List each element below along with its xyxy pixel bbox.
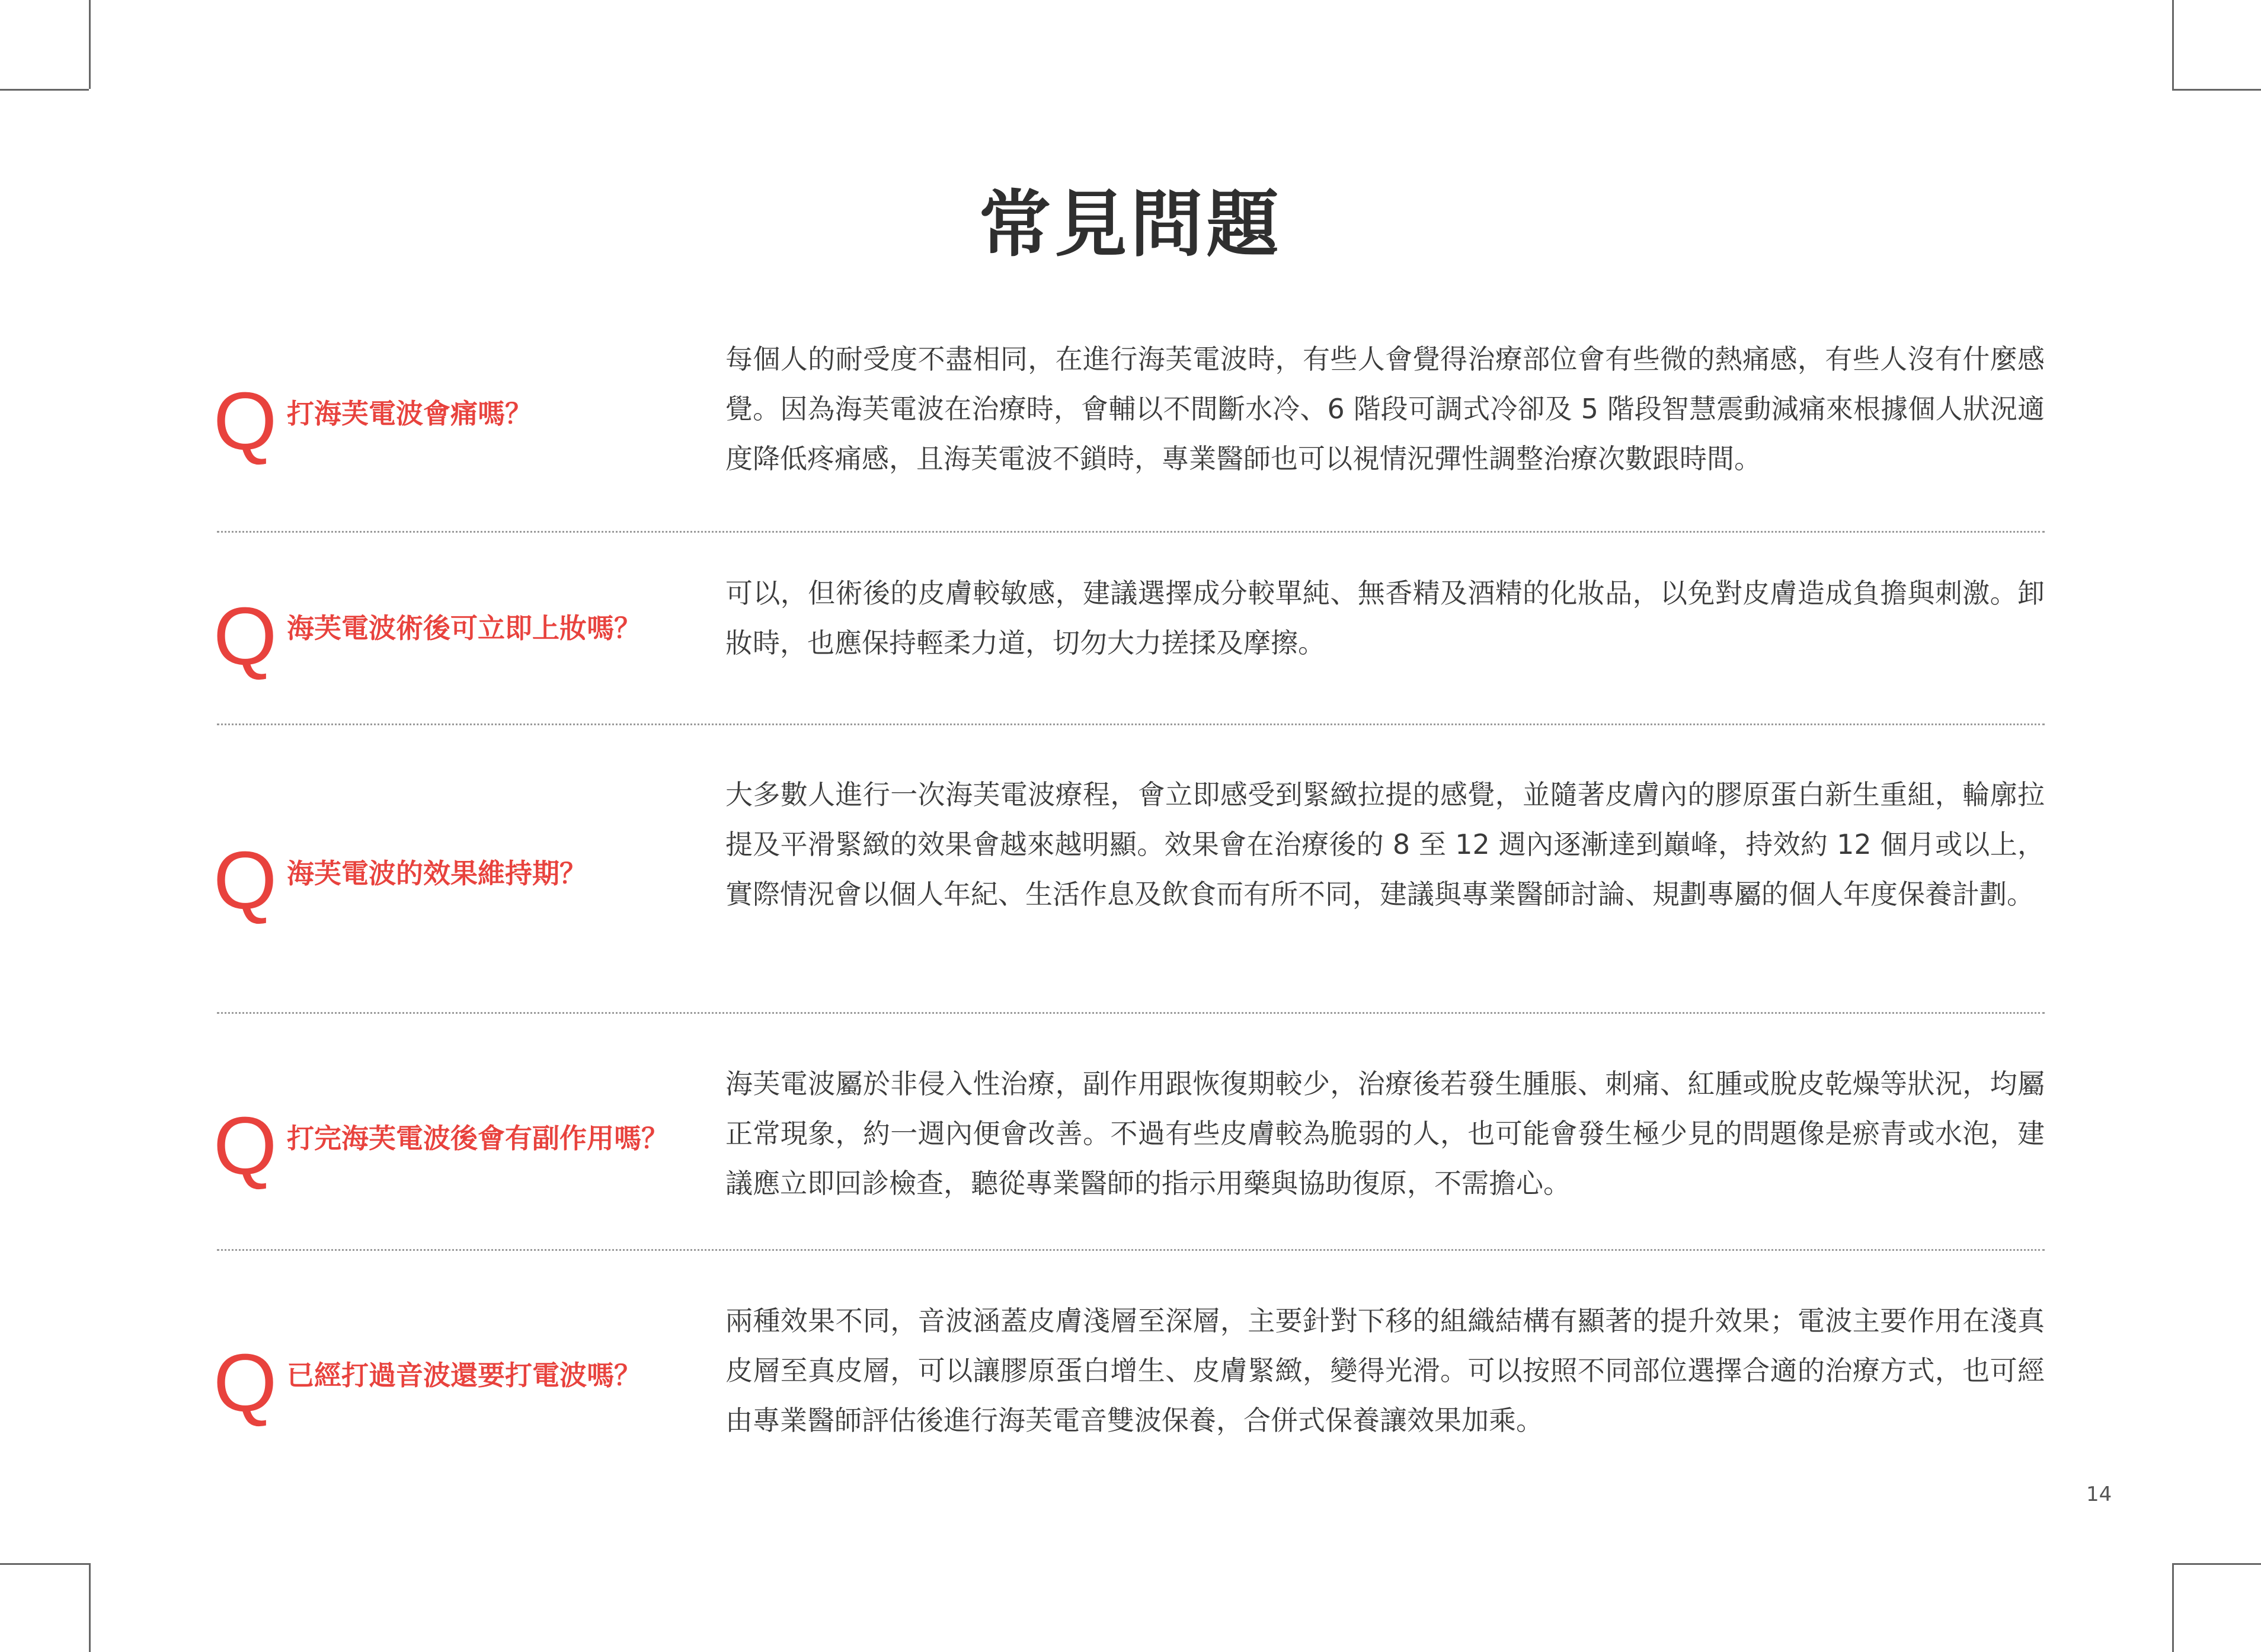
crop-mark-bottom-right-v (2172, 1563, 2174, 1652)
crop-mark-bottom-left-h (0, 1563, 89, 1565)
faq-question-5: 已經打過音波還要打電波嗎？ (287, 1359, 641, 1391)
faq-question-3: 海芙電波的效果維持期？ (287, 857, 587, 889)
faq-question-4: 打完海芙電波後會有副作用嗎？ (287, 1122, 669, 1154)
faq-question-1: 打海芙電波會痛嗎？ (287, 398, 532, 430)
faq-item-3 (213, 767, 2045, 987)
page-number: 14 (2086, 1483, 2112, 1506)
faq-answer-2: 可以，但術後的皮膚較敏感，建議選擇成分較單純、無香精及酒精的化妝品，以免對皮膚造成負擔與刺激。卸妝時，也應保持輕柔力道，切勿大力搓揉及摩擦。 (725, 577, 2045, 659)
faq-item-5 (213, 1294, 2045, 1465)
crop-mark-top-right-h (2172, 89, 2261, 91)
faq-answer-4: 海芙電波屬於非侵入性治療，副作用跟恢復期較少，治療後若發生腫脹、刺痛、紅腫或脫皮乾燥等狀況，均屬正常現象，約一週內便會改善。不過有些皮膚較為脆弱的人，也可能會發生極少見的問題像是瘀青或水泡，建議應立即回診檢查，聽從專業醫師的指示用藥與協助復原，不需擔心。 (725, 1068, 2045, 1199)
divider-2 (217, 723, 2045, 725)
faq-item-4 (213, 1056, 2045, 1228)
divider-3 (217, 1012, 2045, 1014)
crop-mark-top-left-h (0, 89, 89, 91)
faq-answer-1: 每個人的耐受度不盡相同，在進行海芙電波時，有些人會覺得治療部位會有些微的熱痛感，有些人沒有什麼感覺。因為海芙電波在治療時，會輔以不間斷水冷、6 階段可調式冷卻及 5 階段智慧震動減痛來根據個人狀況適度降低疼痛感，且海芙電波不鎖時，專業醫師也可以視情況彈性調整治療次數跟時間。 (725, 343, 2045, 475)
q-mark-icon: Q (213, 591, 277, 682)
crop-mark-bottom-left-v (89, 1563, 91, 1652)
divider-4 (217, 1249, 2045, 1251)
q-mark-icon: Q (213, 1100, 277, 1192)
faq-item-2 (213, 566, 2045, 684)
faq-item-1 (213, 332, 2045, 504)
q-mark-icon: Q (213, 376, 277, 467)
faq-question-2: 海芙電波術後可立即上妝嗎？ (287, 612, 641, 644)
crop-mark-top-right-v (2172, 0, 2174, 89)
q-mark-icon: Q (213, 1337, 277, 1429)
page-title: 常見問題 (978, 183, 1283, 267)
faq-answer-5: 兩種效果不同，音波涵蓋皮膚淺層至深層，主要針對下移的組織結構有顯著的提升效果；電波主要作用在淺真皮層至真皮層，可以讓膠原蛋白增生、皮膚緊緻，變得光滑。可以按照不同部位選擇合適的治療方式，也可經由專業醫師評估後進行海芙電音雙波保養，合併式保養讓效果加乘。 (725, 1305, 2045, 1436)
crop-mark-top-left-v (89, 0, 91, 89)
divider-1 (217, 531, 2045, 533)
crop-mark-bottom-right-h (2172, 1563, 2261, 1565)
q-mark-icon: Q (213, 835, 277, 926)
faq-answer-3: 大多數人進行一次海芙電波療程，會立即感受到緊緻拉提的感覺，並隨著皮膚內的膠原蛋白新生重組，輪廓拉提及平滑緊緻的效果會越來越明顯。效果會在治療後的 8 至 12 週內逐漸達到巔峰，持效約 12 個月或以上，實際情況會以個人年紀、生活作息及飲食而有所不同，建議與專業醫師討論、規劃專屬的個人年度保養計劃。 (725, 779, 2045, 910)
